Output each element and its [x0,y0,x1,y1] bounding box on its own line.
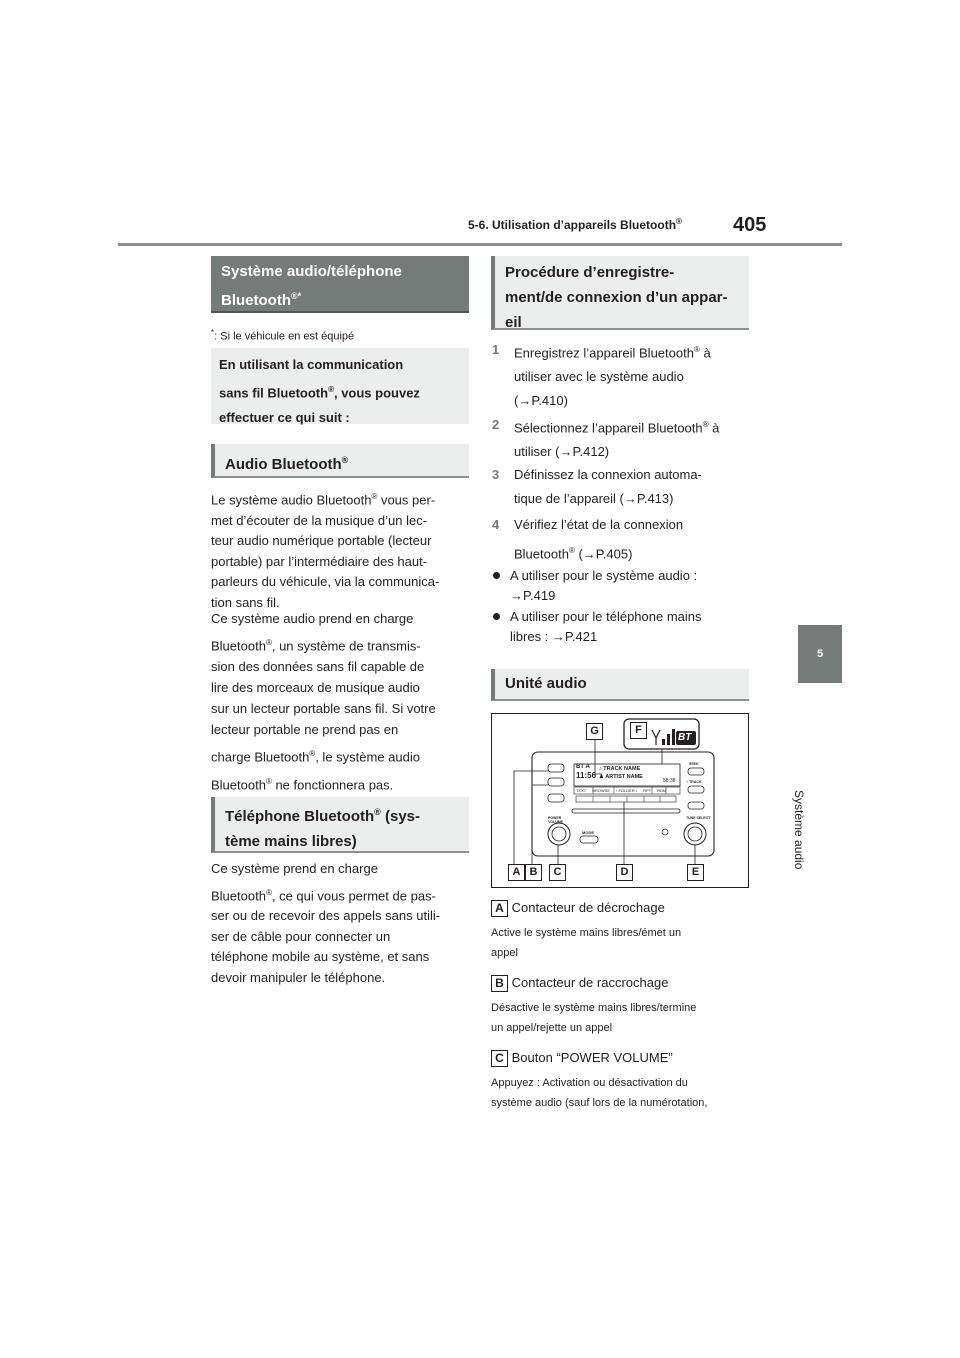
rpt-button[interactable]: RPT [643,788,652,793]
section-title-audio-unit: Unité audio [491,669,749,701]
display-band: BT A 11:56 [576,764,597,780]
footnote: *: Si le véhicule en est équipé [211,328,355,343]
seek-button[interactable]: SEEK [689,762,699,766]
section-title-bluetooth-phone: Téléphone Bluetooth® (sys- tème mains libres) [211,797,469,853]
step-2: 2 Sélectionnez l’appareil Bluetooth® à utiliser (→P.412) [492,417,720,460]
figure-label-g: G [586,723,603,740]
section-title-bluetooth-system: Système audio/téléphone Bluetooth®* [211,256,469,313]
item-c: C Bouton “POWER VOLUME” Appuyez : Activation ou désactivation du système audio (sauf lors de la numérotation, [491,1050,708,1109]
figure-label-c: C [549,864,566,881]
figure-label-b: B [525,864,542,881]
chapter-tab[interactable]: 5 [798,625,842,683]
display-clock: 58:38 [663,778,676,784]
audio-unit-figure [491,713,749,888]
item-b: B Contacteur de raccrochage Désactive le système mains libres/termine un appel/rejette un appel [491,975,697,1034]
figure-label-f: F [630,722,647,739]
power-volume-knob[interactable]: POWER VOLUME [548,816,563,824]
header-rule [118,243,842,246]
bullet-phone: A utiliser pour le téléphone mains libres : →P.421 [493,607,753,647]
section-header: 5-6. Utilisation d’appareils Bluetooth® [468,217,682,232]
section-title-audio-bluetooth: Audio Bluetooth® [211,444,469,478]
link-p421[interactable]: libres : →P.421 [510,629,598,644]
section-title-registration: Procédure d’enregistre- ment/de connexion d’un appar- eil [491,256,749,330]
page-number: 405 [733,214,767,236]
step-1: 1 Enregistrez l’appareil Bluetooth® à utiliser avec le système audio (→P.410) [492,342,711,409]
link-p419[interactable]: →P.419 [510,588,556,603]
label-b: B [491,975,508,992]
figure-label-d: D [616,864,633,881]
bt-icon: BT [678,732,692,743]
rdm-button[interactable]: RDM [657,788,667,793]
step-4: 4 Vérifiez l’état de la connexion Bluetooth® (→P.405) [492,517,684,562]
bullet-dot [493,613,500,620]
paragraph-audio-support: Ce système audio prend en charge Bluetooth®, un système de transmis- sion des données sans fil capable de lire des morceaux de musique audio sur un lecteur portable sans fil. Si votre lecteur portable ne prend pas en charge Bluetooth®, le système audio Bluetooth® ne fonctionnera pas. [211,611,436,792]
mode-button[interactable]: MODE [582,830,594,835]
chapter-title: Système audio [792,790,806,870]
display-buttons [576,787,680,794]
bullet-dot [493,572,500,579]
figure-label-e: E [687,864,704,881]
tune-select-knob[interactable]: TUNE SELECT [686,816,711,820]
step-3: 3 Définissez la connexion automa- tique de l’appareil (→P.413) [492,467,702,506]
intro-box: En utilisant la communication sans fil Bluetooth®, vous pouvez effectuer ce qui suit : [211,348,469,424]
label-a: A [491,900,508,917]
browse-button[interactable]: BROWSE [592,788,611,793]
bullet-audio: A utiliser pour le système audio : →P.419 [493,566,753,606]
display-track: ♪ TRACK NAME ♟ ARTIST NAME [599,766,643,780]
audio-unit-drawing [492,714,748,887]
label-c: C [491,1050,508,1067]
text-button[interactable]: TEXT [576,788,587,793]
paragraph-audio-intro: Le système audio Bluetooth® vous per- met d’écouter de la musique d’un lec- teur audio numérique portable (lecteur portable) par l’intermédiaire des haut- parleurs du véhicule, via la communica- tion sans fil. [211,492,440,610]
folder-button[interactable]: ‹ FOLDER › [616,788,638,793]
item-a: A Contacteur de décrochage Active le système mains libres/émet un appel [491,900,682,959]
paragraph-phone: Ce système prend en charge Bluetooth®, ce qui vous permet de pas- ser ou de recevoir des appels sans utili- ser de câble pour connecter un téléphone mobile au système, et sans devoir manipuler le téléphone. [211,861,441,985]
track-button[interactable]: ‹ TRACK [687,780,702,784]
figure-label-a: A [508,864,525,881]
